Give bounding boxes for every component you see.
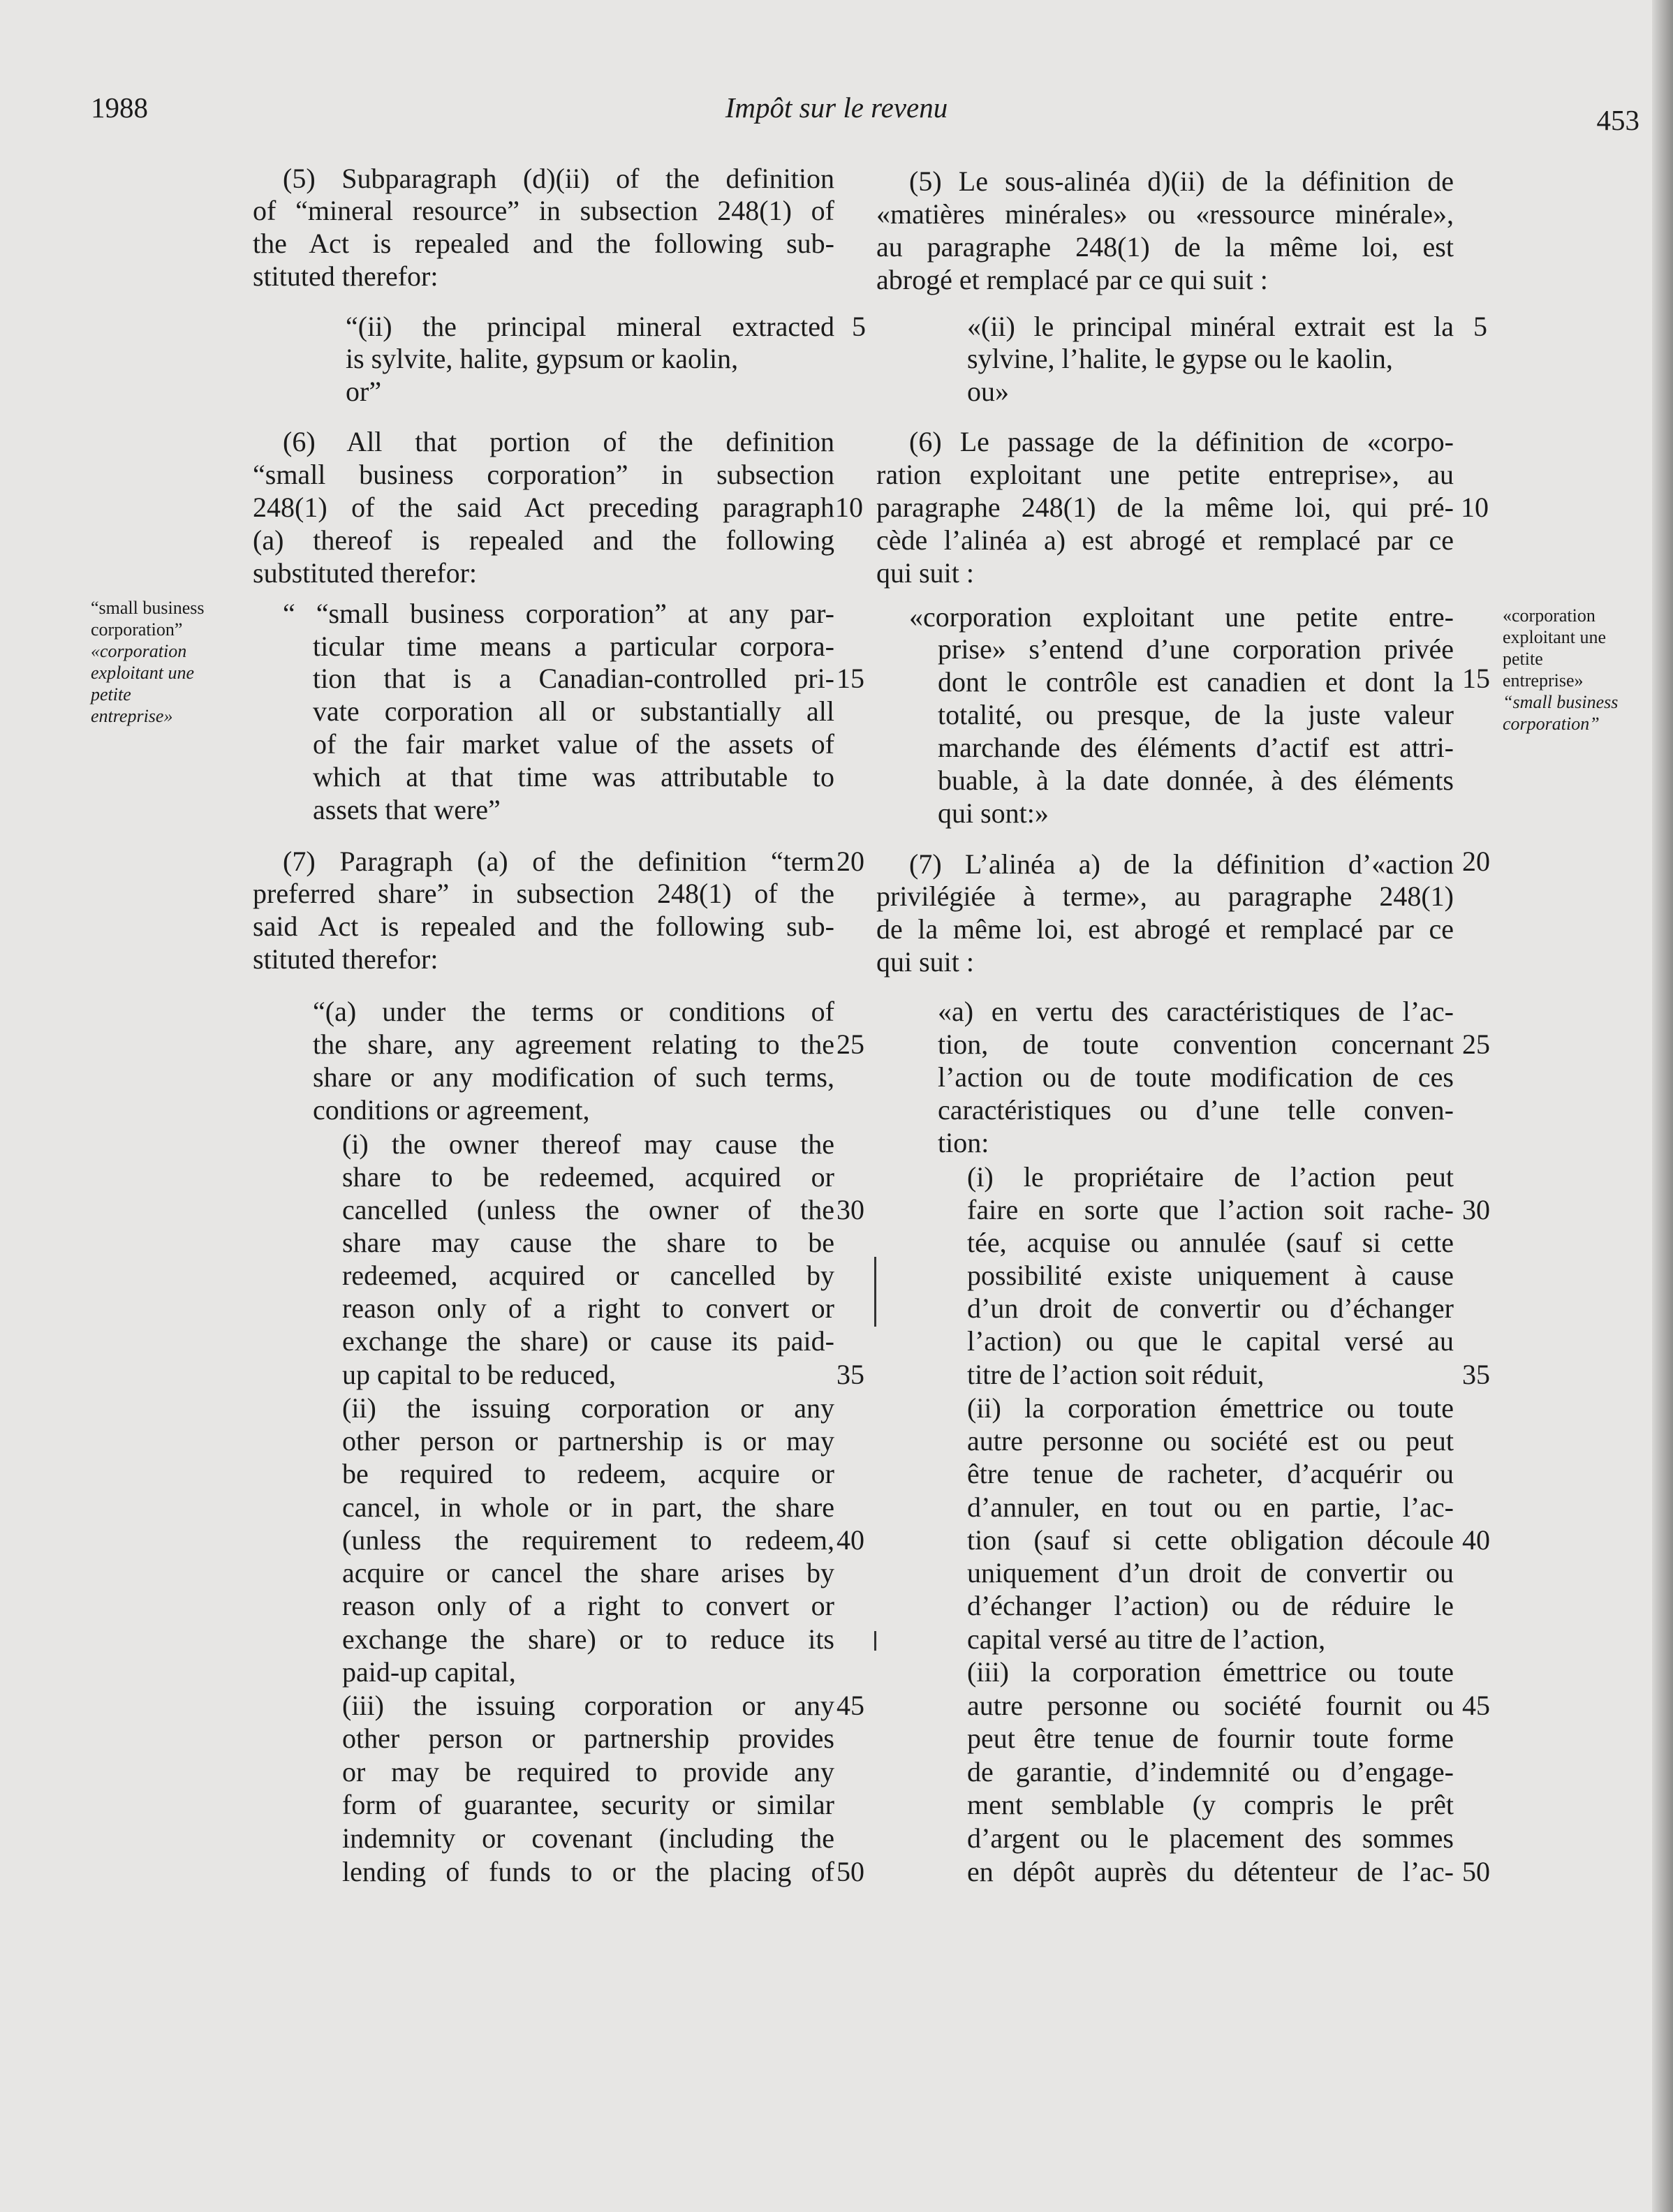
- revision-bar: [874, 1257, 876, 1327]
- line-number: 30: [836, 1194, 864, 1225]
- line-number: 35: [836, 1359, 864, 1390]
- line-number: 40: [836, 1524, 864, 1556]
- page-number: 453: [1596, 104, 1639, 136]
- line-number: 30: [1462, 1194, 1490, 1225]
- page-edge-shadow: [1652, 0, 1673, 2212]
- line-number: 20: [1462, 846, 1490, 877]
- header-title: Impôt sur le revenu: [725, 91, 948, 124]
- line-number: 45: [1462, 1690, 1490, 1721]
- line-number: 15: [836, 663, 864, 694]
- header-year: 1988: [91, 91, 148, 124]
- line-number: 10: [1461, 492, 1489, 523]
- line-number: 40: [1462, 1524, 1490, 1556]
- line-number: 45: [836, 1690, 864, 1721]
- line-number: 20: [836, 846, 864, 877]
- margin-note-left: “small business corporation” «corporation exploitant une petite entreprise»: [91, 598, 205, 726]
- line-number: 25: [836, 1028, 864, 1060]
- line-number: 35: [1462, 1359, 1490, 1390]
- line-number: 25: [1462, 1028, 1490, 1060]
- line-number: 50: [1462, 1856, 1490, 1887]
- line-number: 10: [835, 492, 863, 523]
- line-number: 5: [852, 311, 866, 342]
- line-number: 50: [836, 1856, 864, 1887]
- line-number: 15: [1462, 663, 1490, 694]
- revision-bar: [874, 1631, 876, 1651]
- margin-note-right: «corporation exploitant une petite entreprise» “small business corporation”: [1503, 605, 1619, 734]
- line-number: 5: [1473, 311, 1487, 342]
- statute-page: 1988 Impôt sur le revenu 453 “small business corporation” «corporation exploitant une petite entreprise» «corporation exploitant une petite entreprise» “small business corporation” 5 10 15 20 25 30 35 40 45 50 5 10 15 20 25 30 35 40 45 50 (5) Subparagraph (d)(ii) of the definition of “mineral resource” in subsection 248(1) of the Act is repealed and the following sub- stituted therefor: “(ii) the principal mineral extracted is sylvite, halite, gypsum or kaolin, or” (6) All that portion of the definition “small business corporation” in subsection 248(1) of the said Act preceding paragraph (a) thereof is repealed and the following substituted therefor: “ “small business corporation” at any par- ticular time means a particular corpora- tion that is a Canadian-controlled pri- vate corporation all or substantially all of the fair market value of the assets of which at that time was attributable to assets that were” (7) Paragraph (a) of the definition “term preferred share” in subsection 248(1) of the said Act is repealed and the following sub- stituted therefor: “(a) under the terms or conditions of the share, any agreement relating to the share or any modification of such terms, conditions or agreement, (i) the owner thereof may cause the share to be redeemed, acquired or cancelled (unless the owner of the share may cause the share to be redeemed, acquired or cancelled by reason only of a right to convert or exchange the share) or cause its paid- up capital to be reduced, (ii) the issuing corporation or any other person or partnership is or may be required to redeem, acquire or cancel, in whole or in part, the share (unless the requirement to redeem, acquire or cancel the share arises by reason only of a right to convert or exchange the share) or to reduce its paid-up capital, (iii) the issuing corporation or any other person or partnership provides or may be required to provide any form of guarantee, security or similar indemnity or covenant (including the lending of funds to or the placing of (5) Le sous-alinéa d)(ii) de la définition de «matières minérales» ou «ressource minérale», au paragraphe 248(1) de la même loi, est abrogé et remplacé par ce qui suit : «(ii) le principal minéral extrait est la sylvine, l’halite, le gypse ou le kaolin, ou» (6) Le passage de la définition de «corpo- ration exploitant une petite entreprise», au paragraphe 248(1) de la même loi, qui pré- cède l’alinéa a) est abrogé et remplacé par ce qui suit : «corporation exploitant une petite entre- prise» s’entend d’une corporation privée dont le contrôle est canadien et dont la totalité, ou presque, de la juste valeur marchande des éléments d’actif est attri- buable, à la date donnée, à des éléments qui sont:» (7) L’alinéa a) de la définition d’«action privilégiée à terme», au paragraphe 248(1) de la même loi, est abrogé et remplacé par ce qui suit : «a) en vertu des caractéristiques de l’ac- tion, de toute convention concernant l’action ou de toute modification de ces caractéristiques ou d’une telle conven- tion: (i) le propriétaire de l’action peut faire en sorte que l’action soit rache- tée, acquise ou annulée (sauf si cette possibilité existe uniquement à cause d’un droit de convertir ou d’échanger l’action) ou que le capital versé au titre de l’action soit réduit, (ii) la corporation émettrice ou toute autre personne ou société est ou peut être tenue de racheter, d’acquérir ou d’annuler, en tout ou en partie, l’ac- tion (sauf si cette obligation découle uniquement d’un droit de convertir ou d’échanger l’action) ou de réduire le capital versé au titre de l’action, (iii) la corporation émettrice ou toute autre personne ou société fournit ou peut être tenue de fournir toute forme de garantie, d’indemnité ou d’engage- ment semblable (y compris le prêt d’argent ou le placement des sommes en dépôt auprès du détenteur de l’ac-: [0, 0, 1673, 2212]
